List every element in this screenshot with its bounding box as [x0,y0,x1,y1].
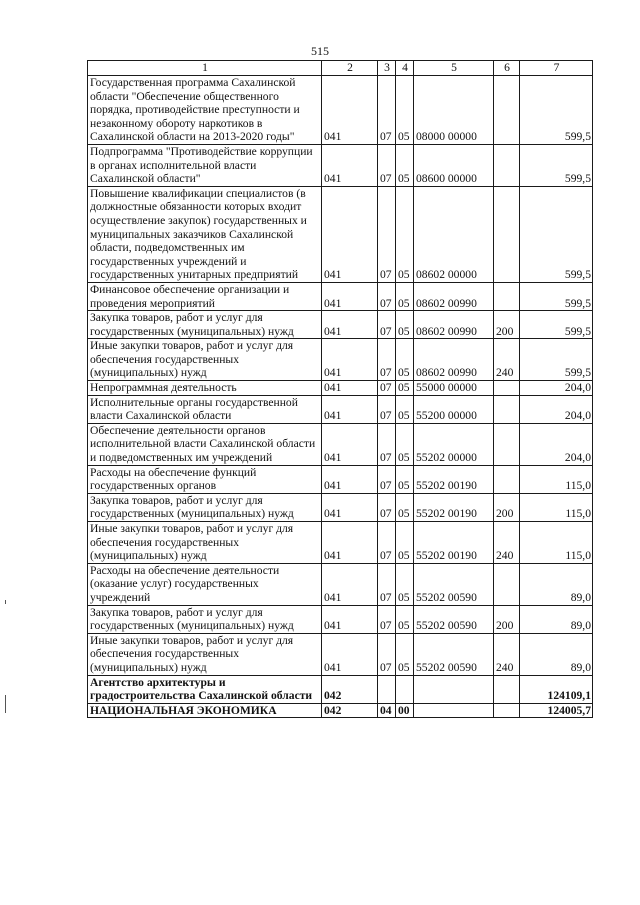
row-amount: 599,5 [520,144,593,186]
row-target-article: 08000 00000 [414,76,494,145]
table-row [88,423,593,465]
row-subsection: 05 [396,605,414,633]
page-number: 515 [311,44,329,58]
row-admin-code: 041 [322,186,378,282]
row-subsection: 05 [396,423,414,465]
table-row [88,144,593,186]
row-amount: 204,0 [520,381,593,396]
row-name: Иные закупки товаров, работ и услуг для обеспечения государственных (муниципальных) нужд [88,522,322,564]
row-amount: 204,0 [520,395,593,423]
row-amount: 115,0 [520,493,593,521]
row-expense-type [494,423,520,465]
row-subsection: 05 [396,563,414,605]
table-row [88,605,593,633]
table-row [88,76,593,145]
row-name: Финансовое обеспечение организации и проведения мероприятий [88,282,322,310]
row-expense-type [494,563,520,605]
row-amount: 124005,7 [520,703,593,718]
row-subsection: 05 [396,465,414,493]
row-admin-code: 041 [322,633,378,675]
row-amount: 599,5 [520,339,593,381]
row-target-article: 55000 00000 [414,381,494,396]
row-section: 07 [378,563,396,605]
table-row [88,186,593,282]
row-expense-type: 200 [494,605,520,633]
row-target-article: 08602 00990 [414,311,494,339]
row-admin-code: 041 [322,395,378,423]
row-name: Непрограммная деятельность [88,381,322,396]
row-subsection: 05 [396,282,414,310]
row-amount: 89,0 [520,633,593,675]
row-subsection: 05 [396,339,414,381]
row-name: Расходы на обеспечение функций государственных органов [88,465,322,493]
row-subsection: 05 [396,633,414,675]
row-target-article: 55202 00000 [414,423,494,465]
table-row [88,633,593,675]
row-amount: 115,0 [520,465,593,493]
row-subsection: 05 [396,381,414,396]
row-name: Обеспечение деятельности органов исполнительной власти Сахалинской области и подведомственных им учреждений [88,423,322,465]
row-expense-type: 240 [494,339,520,381]
row-target-article: 08602 00990 [414,339,494,381]
row-admin-code: 041 [322,423,378,465]
row-name: Агентство архитектуры и градостроительства Сахалинской области [88,675,322,703]
row-expense-type [494,144,520,186]
row-subsection: 05 [396,186,414,282]
row-name: Закупка товаров, работ и услуг для государственных (муниципальных) нужд [88,605,322,633]
row-name: Закупка товаров, работ и услуг для государственных (муниципальных) нужд [88,493,322,521]
row-amount: 599,5 [520,282,593,310]
header-col-4: 4 [396,61,414,76]
row-name: Исполнительные органы государственной власти Сахалинской области [88,395,322,423]
row-target-article: 55202 00190 [414,522,494,564]
header-col-2: 2 [322,61,378,76]
row-name: Государственная программа Сахалинской области "Обеспечение общественного порядка, противодействие преступности и незаконному обороту наркотиков в Сахалинской области на 2013-2020 годы" [88,76,322,145]
row-target-article: 08602 00000 [414,186,494,282]
row-name: Иные закупки товаров, работ и услуг для обеспечения государственных (муниципальных) нужд [88,633,322,675]
row-expense-type: 240 [494,522,520,564]
row-target-article: 55202 00190 [414,493,494,521]
row-section: 07 [378,339,396,381]
row-expense-type: 240 [494,633,520,675]
row-admin-code: 041 [322,465,378,493]
row-expense-type [494,395,520,423]
row-admin-code: 041 [322,76,378,145]
table-row [88,493,593,521]
row-section: 07 [378,144,396,186]
row-target-article: 08600 00000 [414,144,494,186]
row-name: Иные закупки товаров, работ и услуг для обеспечения государственных (муниципальных) нужд [88,339,322,381]
row-amount: 204,0 [520,423,593,465]
header-col-7: 7 [520,61,593,76]
row-amount: 115,0 [520,522,593,564]
row-admin-code: 041 [322,522,378,564]
header-col-6: 6 [494,61,520,76]
table-row [88,675,593,703]
row-section: 07 [378,465,396,493]
row-expense-type [494,282,520,310]
table-row [88,339,593,381]
row-expense-type [494,703,520,718]
row-amount: 89,0 [520,605,593,633]
row-admin-code: 041 [322,144,378,186]
row-subsection: 05 [396,493,414,521]
table-row [88,703,593,718]
row-target-article: 55202 00190 [414,465,494,493]
row-section: 07 [378,522,396,564]
row-subsection: 05 [396,311,414,339]
header-row [88,61,593,76]
row-target-article: 55202 00590 [414,605,494,633]
row-amount: 89,0 [520,563,593,605]
row-admin-code: 042 [322,703,378,718]
row-expense-type [494,381,520,396]
row-target-article: 08602 00990 [414,282,494,310]
row-amount: 599,5 [520,76,593,145]
table-row [88,465,593,493]
row-target-article: 55202 00590 [414,633,494,675]
row-expense-type: 200 [494,493,520,521]
row-expense-type [494,186,520,282]
table-row [88,311,593,339]
row-name: Повышение квалификации специалистов (в должностные обязанности которых входит осуществление закупок) государственных и муниципальных заказчиков Сахалинской области, подведомственных им государственных учреждений и государственных унитарных предприятий [88,186,322,282]
row-amount: 124109,1 [520,675,593,703]
header-col-5: 5 [414,61,494,76]
row-section [378,675,396,703]
row-name: Расходы на обеспечение деятельности (оказание услуг) государственных учреждений [88,563,322,605]
budget-table [87,60,593,718]
row-section: 07 [378,186,396,282]
row-subsection: 00 [396,703,414,718]
header-col-3: 3 [378,61,396,76]
row-admin-code: 042 [322,675,378,703]
row-expense-type: 200 [494,311,520,339]
table-row [88,522,593,564]
row-admin-code: 041 [322,311,378,339]
row-section: 07 [378,493,396,521]
row-expense-type [494,76,520,145]
row-admin-code: 041 [322,605,378,633]
row-amount: 599,5 [520,186,593,282]
row-name: НАЦИОНАЛЬНАЯ ЭКОНОМИКА [88,703,322,718]
table-row [88,381,593,396]
row-subsection: 05 [396,76,414,145]
row-name: Закупка товаров, работ и услуг для государственных (муниципальных) нужд [88,311,322,339]
row-admin-code: 041 [322,339,378,381]
row-section: 07 [378,633,396,675]
table-row [88,282,593,310]
row-expense-type [494,675,520,703]
row-expense-type [494,465,520,493]
row-section: 07 [378,395,396,423]
row-amount: 599,5 [520,311,593,339]
row-target-article: 55202 00590 [414,563,494,605]
row-section: 07 [378,76,396,145]
row-section: 07 [378,423,396,465]
row-target-article [414,703,494,718]
row-subsection: 05 [396,395,414,423]
row-section: 04 [378,703,396,718]
table-row [88,395,593,423]
row-subsection [396,675,414,703]
scan-mark [5,600,6,604]
row-subsection: 05 [396,522,414,564]
row-target-article: 55200 00000 [414,395,494,423]
table-row [88,563,593,605]
row-section: 07 [378,282,396,310]
row-name: Подпрограмма "Противодействие коррупции в органах исполнительной власти Сахалинской области" [88,144,322,186]
row-admin-code: 041 [322,493,378,521]
row-admin-code: 041 [322,282,378,310]
row-admin-code: 041 [322,563,378,605]
row-section: 07 [378,605,396,633]
row-section: 07 [378,311,396,339]
header-col-1: 1 [88,61,322,76]
row-section: 07 [378,381,396,396]
row-target-article [414,675,494,703]
row-subsection: 05 [396,144,414,186]
row-admin-code: 041 [322,381,378,396]
scan-mark [5,695,6,713]
